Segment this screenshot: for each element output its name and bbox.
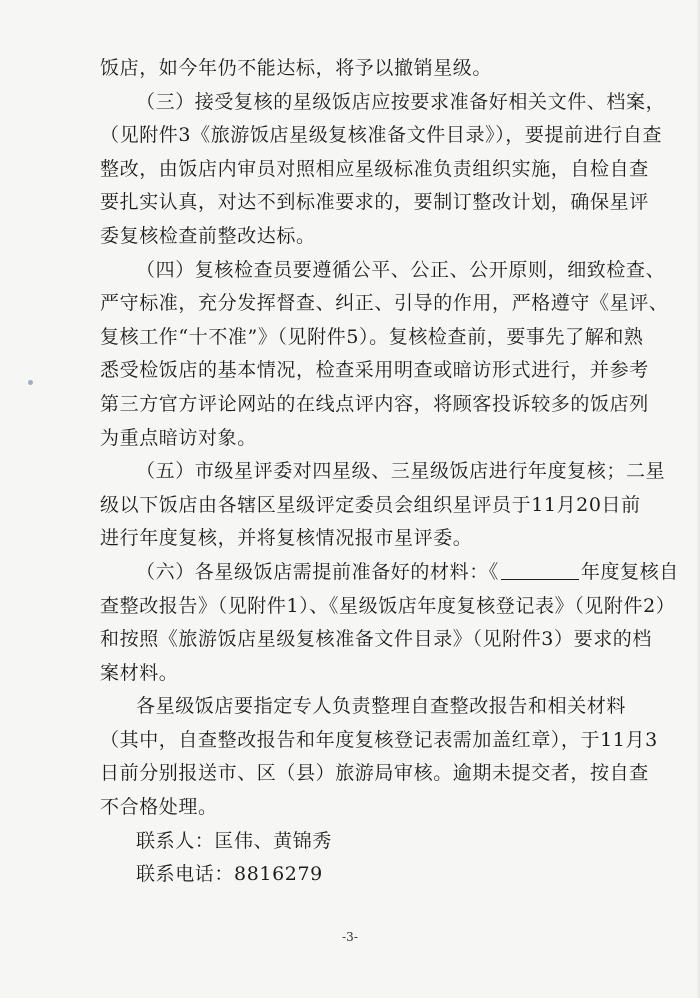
document-body xyxy=(100,52,679,892)
text-line: 查整改报告》（见附件1）、《星级饭店年度复核登记表》（见附件2） xyxy=(100,594,676,617)
paragraph-5-heading: （五）市级星评委对四星级、三星级饭店进行年度复核；二星 xyxy=(136,460,666,483)
item6-text-before-blank: （六）各星级饭店需提前准备好的材料：《 xyxy=(136,560,499,583)
text-line: 级以下饭店由各辖区星级评定委员会组织星评员于11月20日前 xyxy=(100,493,641,516)
text-line: 不合格处理。 xyxy=(100,796,218,819)
scan-edge-shadow xyxy=(696,0,700,998)
item6-text-after-blank: 年度复核自 xyxy=(580,560,679,583)
fill-in-blank xyxy=(501,561,579,580)
text-line: 第三方官方评论网站的在线点评内容，将顾客投诉较多的饭店列 xyxy=(100,392,649,415)
text-line: 复核工作“十不准”》（见附件5）。复核检查前，要事先了解和熟 xyxy=(100,325,644,348)
text-line: （其中，自查整改报告和年度复核登记表需加盖红章），于11月3 xyxy=(100,728,658,751)
text-line: 要扎实认真，对达不到标准要求的，要制订整改计划，确保星评 xyxy=(100,191,649,214)
contact-phone: 联系电话：8816279 xyxy=(136,863,323,886)
page-number: -3- xyxy=(342,930,358,944)
text-line: 进行年度复核，并将复核情况报市星评委。 xyxy=(100,527,473,550)
paragraph-3-heading: （三）接受复核的星级饭店应按要求准备好相关文件、档案， xyxy=(136,90,666,113)
text-line: 委复核检查前整改达标。 xyxy=(100,224,316,247)
text-line: 为重点暗访对象。 xyxy=(100,426,257,449)
text-line: 整改，由饭店内审员对照相应星级标准负责组织实施，自检自查 xyxy=(100,157,649,180)
scan-artifact-dot xyxy=(28,380,33,385)
paragraph-6-heading xyxy=(100,556,679,590)
text-line: 和按照《旅游饭店星级复核准备文件目录》（见附件3）要求的档 xyxy=(100,628,652,651)
text-line: （见附件3《旅游饭店星级复核准备文件目录》），要提前进行自查 xyxy=(100,124,663,147)
contact-person: 联系人：匡伟、黄锦秀 xyxy=(136,829,333,852)
text-line: 严守标准，充分发挥督查、纠正、引导的作用，严格遵守《星评、 xyxy=(100,292,669,315)
text-line: 悉受检饭店的基本情况，检查采用明查或暗访形式进行，并参考 xyxy=(100,359,649,382)
text-line: 日前分别报送市、区（县）旅游局审核。逾期未提交者，按自查 xyxy=(100,762,649,785)
text-line: 案材料。 xyxy=(100,661,179,684)
paragraph-4-heading: （四）复核检查员要遵循公平、公正、公开原则，细致检查、 xyxy=(136,258,666,281)
text-line: 饭店，如今年仍不能达标，将予以撤销星级。 xyxy=(100,57,493,79)
closing-paragraph-start: 各星级饭店要指定专人负责整理自查整改报告和相关材料 xyxy=(136,695,627,718)
